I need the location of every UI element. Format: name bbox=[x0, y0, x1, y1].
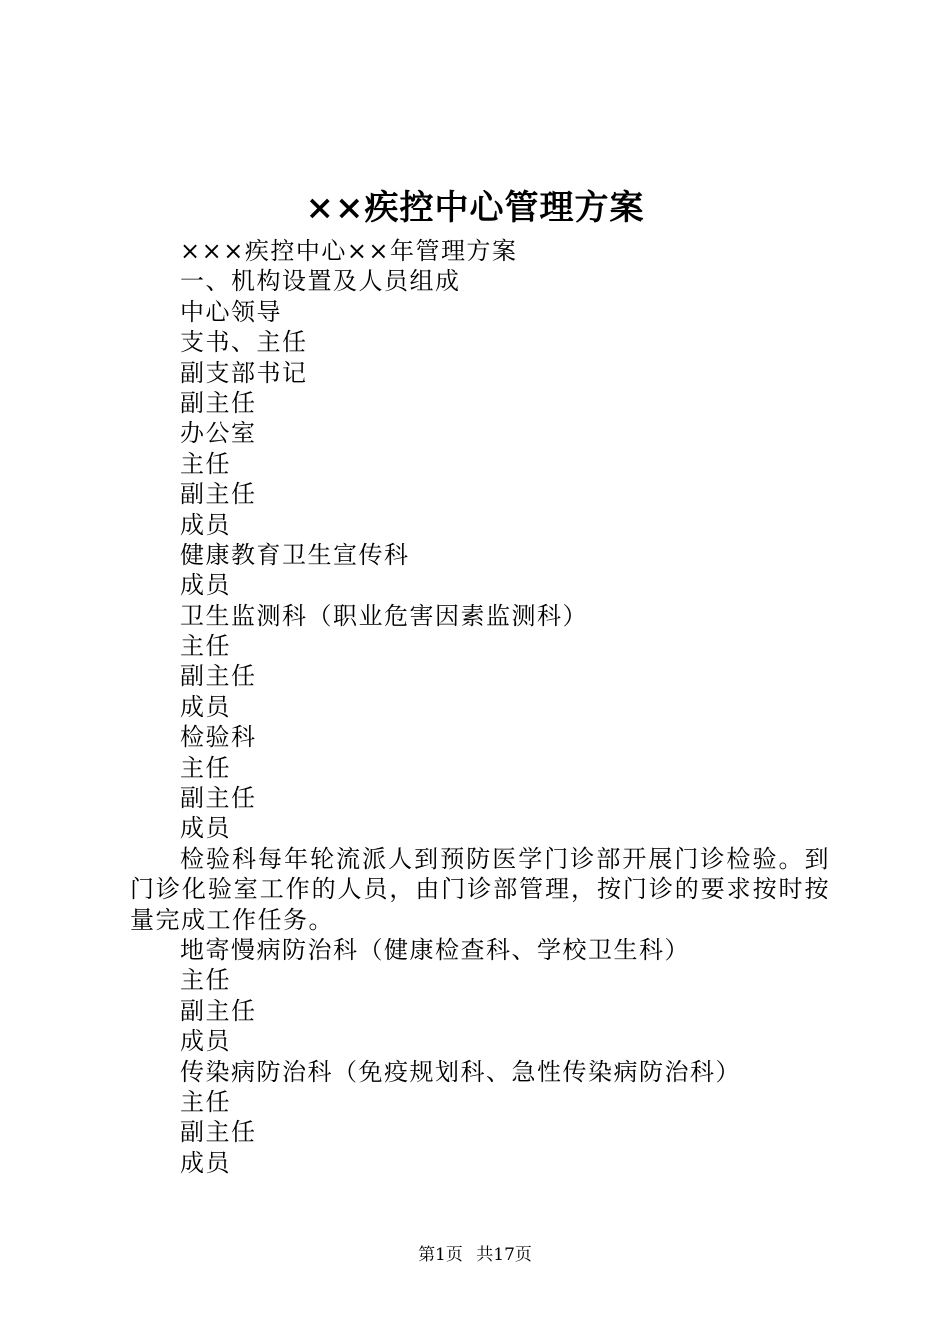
document-title: ××疾控中心管理方案 bbox=[305, 188, 645, 228]
page-total: 共17页 bbox=[476, 1245, 532, 1265]
body-line: 地寄慢病防治科（健康检查科、学校卫生科） bbox=[180, 936, 690, 965]
body-line: 副主任 bbox=[180, 480, 257, 509]
body-line: 副主任 bbox=[180, 1118, 257, 1147]
body-line: 成员 bbox=[180, 510, 231, 539]
body-line: 主任 bbox=[180, 449, 231, 478]
body-line: 成员 bbox=[180, 1027, 231, 1056]
body-line: 主任 bbox=[180, 966, 231, 995]
section-heading: 一、机构设置及人员组成 bbox=[180, 267, 461, 296]
body-line: 办公室 bbox=[180, 419, 257, 448]
body-line: 支书、主任 bbox=[180, 328, 308, 357]
page-footer bbox=[0, 1243, 950, 1267]
body-line: 副主任 bbox=[180, 784, 257, 813]
body-line: 成员 bbox=[180, 571, 231, 600]
body-line: 中心领导 bbox=[180, 297, 282, 326]
body-line: 成员 bbox=[180, 814, 231, 843]
document-body bbox=[130, 236, 830, 1178]
body-line: 副主任 bbox=[180, 996, 257, 1025]
body-line: 主任 bbox=[180, 632, 231, 661]
body-line: 主任 bbox=[180, 753, 231, 782]
body-line: 副主任 bbox=[180, 388, 257, 417]
page-number: 第1页 bbox=[418, 1245, 463, 1265]
body-line: 传染病防治科（免疫规划科、急性传染病防治科） bbox=[180, 1057, 741, 1086]
body-line: 成员 bbox=[180, 692, 231, 721]
body-line: 成员 bbox=[180, 1148, 231, 1177]
body-line: 主任 bbox=[180, 1087, 231, 1116]
body-line: 健康教育卫生宣传科 bbox=[180, 540, 410, 569]
body-paragraph: 检验科每年轮流派人到预防医学门诊部开展门诊检验。到门诊化验室工作的人员，由门诊部管理，按门诊的要求按时按量完成工作任务。 bbox=[130, 844, 830, 934]
body-line: 副支部书记 bbox=[180, 358, 308, 387]
body-line: ×××疾控中心××年管理方案 bbox=[180, 237, 518, 265]
body-line: 卫生监测科（职业危害因素监测科） bbox=[180, 601, 588, 630]
body-line: 副主任 bbox=[180, 662, 257, 691]
body-line: 检验科 bbox=[180, 723, 257, 752]
